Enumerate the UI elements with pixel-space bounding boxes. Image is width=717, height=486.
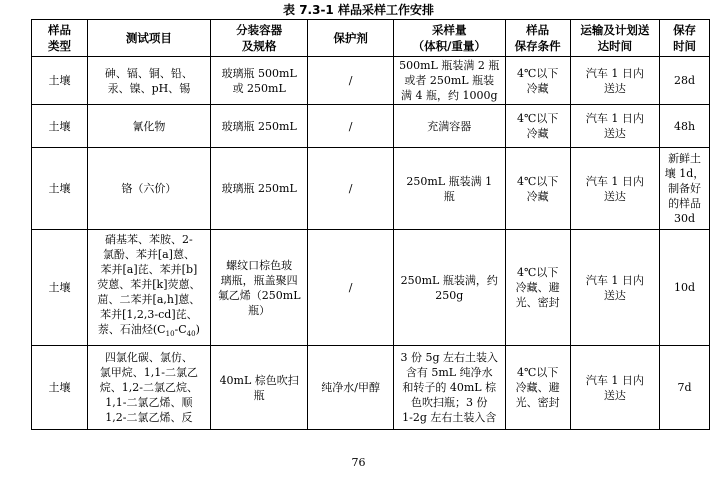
header-transport-time-label: 运输及计划送 达时间 — [580, 23, 650, 53]
cell-test-items-main: 硝基苯、苯胺、2- 氯酚、苯并[a]蒽、 苯并[a]芘、苯并[b] 荧蒽、苯并[k]荧蒽、 䓛、二苯并[a,h]蒽、 苯并[1,2,3-cd]芘、 萘、石油烃(C — [97, 233, 201, 337]
cell-hold-time: 28d — [660, 57, 710, 105]
cell-storage-condition — [505, 57, 570, 105]
header-container-label: 分装容器 及规格 — [236, 23, 283, 53]
cell-test-items-text: 氰化物 — [132, 119, 166, 133]
header-container — [210, 20, 308, 57]
cell-hold-time-text: 新鲜土 壤 1d， 制备好 的样品 30d — [664, 152, 705, 225]
header-preservative — [308, 20, 393, 57]
cell-sample-type: 土壤 — [32, 105, 88, 148]
table-row — [32, 230, 710, 346]
cell-preservative: 纯净水/甲醇 — [308, 346, 393, 430]
cell-transport-time — [570, 105, 659, 148]
cell-storage-condition-text: 4℃以下 冷藏 — [517, 66, 559, 95]
cell-sample-amount-text: 250mL 瓶装满 1 瓶 — [406, 174, 493, 203]
cell-container — [210, 105, 308, 148]
cell-storage-condition-text: 4℃以下 冷藏、避 光、密封 — [515, 366, 560, 409]
cell-preservative: / — [308, 57, 393, 105]
cell-transport-time-text: 汽车 1 日内 送达 — [585, 112, 644, 140]
cell-test-items-text — [97, 233, 201, 339]
table-title: 表 7.3-1 样品采样工作安排 — [283, 3, 434, 17]
cell-container-text: 玻璃瓶 250mL — [221, 182, 297, 195]
header-test-items — [87, 20, 210, 57]
cell-container-text: 40mL 棕色吹扫 瓶 — [219, 373, 299, 402]
cell-transport-time — [570, 230, 659, 346]
cell-test-items-end: ) — [195, 323, 200, 337]
cell-container — [210, 148, 308, 230]
table-row — [32, 346, 710, 430]
cell-storage-condition-text: 4℃以下 冷藏、避 光、密封 — [515, 266, 560, 309]
cell-container-text: 螺纹口棕色玻 璃瓶，瓶盖聚四 氟乙烯（250mL 瓶） — [217, 258, 301, 317]
cell-container — [210, 346, 308, 430]
cell-hold-time: 10d — [660, 230, 710, 346]
cell-transport-time-text: 汽车 1 日内 送达 — [585, 66, 644, 95]
cell-container-text: 玻璃瓶 500mL 或 250mL — [221, 66, 297, 95]
header-test-items-label: 测试项目 — [125, 31, 172, 45]
cell-storage-condition — [505, 346, 570, 430]
cell-sample-amount — [393, 148, 505, 230]
header-sample-amount — [393, 20, 505, 57]
cell-container — [210, 57, 308, 105]
header-row — [32, 20, 710, 57]
cell-sample-amount-text: 500mL 瓶装满 2 瓶 或者 250mL 瓶装 满 4 瓶，约 1000g — [399, 59, 500, 102]
cell-sample-type: 土壤 — [32, 346, 88, 430]
cell-sample-type: 土壤 — [32, 148, 88, 230]
cell-sample-amount — [393, 346, 505, 430]
cell-test-items — [87, 148, 210, 230]
cell-test-items-text: 四氯化碳、氯仿、 氯甲烷、1,1-二氯乙 烷、1,2-二氯乙烷、 1,1-二氯乙烯、顺 1,2-二氯乙烯、反 — [99, 351, 198, 424]
cell-test-items-mid: -C — [174, 323, 187, 337]
cell-hold-time — [660, 148, 710, 230]
cell-sample-amount — [393, 230, 505, 346]
header-sample-amount-label: 采样量 （体积/重量） — [412, 23, 486, 53]
carbon-range-start: 10 — [165, 330, 175, 339]
table-row — [32, 105, 710, 148]
header-hold-time-label: 保存 时间 — [673, 23, 697, 53]
header-sample-type-label: 样品 类型 — [47, 23, 71, 53]
cell-transport-time-text: 汽车 1 日内 送达 — [585, 174, 644, 203]
cell-hold-time: 7d — [660, 346, 710, 430]
cell-transport-time — [570, 346, 659, 430]
cell-container — [210, 230, 308, 346]
cell-test-items-text: 铬（六价） — [121, 182, 177, 195]
cell-storage-condition — [505, 105, 570, 148]
header-storage-condition-label: 样品 保存条件 — [514, 23, 561, 53]
header-storage-condition — [505, 20, 570, 57]
cell-transport-time — [570, 148, 659, 230]
cell-hold-time: 48h — [660, 105, 710, 148]
sampling-schedule-table — [31, 19, 710, 430]
cell-sample-amount — [393, 57, 505, 105]
header-hold-time — [660, 20, 710, 57]
cell-container-text: 玻璃瓶 250mL — [221, 119, 297, 133]
header-sample-type — [32, 20, 88, 57]
cell-preservative: / — [308, 230, 393, 346]
cell-sample-amount-text: 充满容器 — [427, 119, 472, 133]
cell-transport-time-text: 汽车 1 日内 送达 — [585, 273, 644, 302]
cell-storage-condition — [505, 230, 570, 346]
cell-test-items — [87, 346, 210, 430]
cell-test-items — [87, 105, 210, 148]
cell-sample-type: 土壤 — [32, 57, 88, 105]
cell-test-items-text: 砷、镉、铜、铅、 汞、镍、pH、锡 — [104, 66, 193, 95]
table-row — [32, 148, 710, 230]
cell-storage-condition-text: 4℃以下 冷藏 — [517, 112, 559, 140]
header-transport-time — [570, 20, 659, 57]
table-row — [32, 57, 710, 105]
carbon-range-end: 40 — [186, 330, 196, 339]
cell-test-items — [87, 230, 210, 346]
cell-preservative: / — [308, 105, 393, 148]
cell-test-items — [87, 57, 210, 105]
cell-sample-type: 土壤 — [32, 230, 88, 346]
page-number: 76 — [351, 456, 366, 469]
cell-storage-condition-text: 4℃以下 冷藏 — [517, 174, 559, 203]
cell-transport-time-text: 汽车 1 日内 送达 — [585, 373, 644, 402]
header-preservative-label: 保护剂 — [333, 31, 368, 45]
cell-sample-amount — [393, 105, 505, 148]
cell-preservative: / — [308, 148, 393, 230]
cell-transport-time — [570, 57, 659, 105]
cell-sample-amount-text: 250mL 瓶装满，约 250g — [400, 273, 498, 302]
cell-sample-amount-text: 3 份 5g 左右土装入 含有 5mL 纯净水 和转子的 40mL 棕 色吹扫瓶；3 份 1-2g 左右土装入含 — [400, 351, 499, 424]
cell-storage-condition — [505, 148, 570, 230]
